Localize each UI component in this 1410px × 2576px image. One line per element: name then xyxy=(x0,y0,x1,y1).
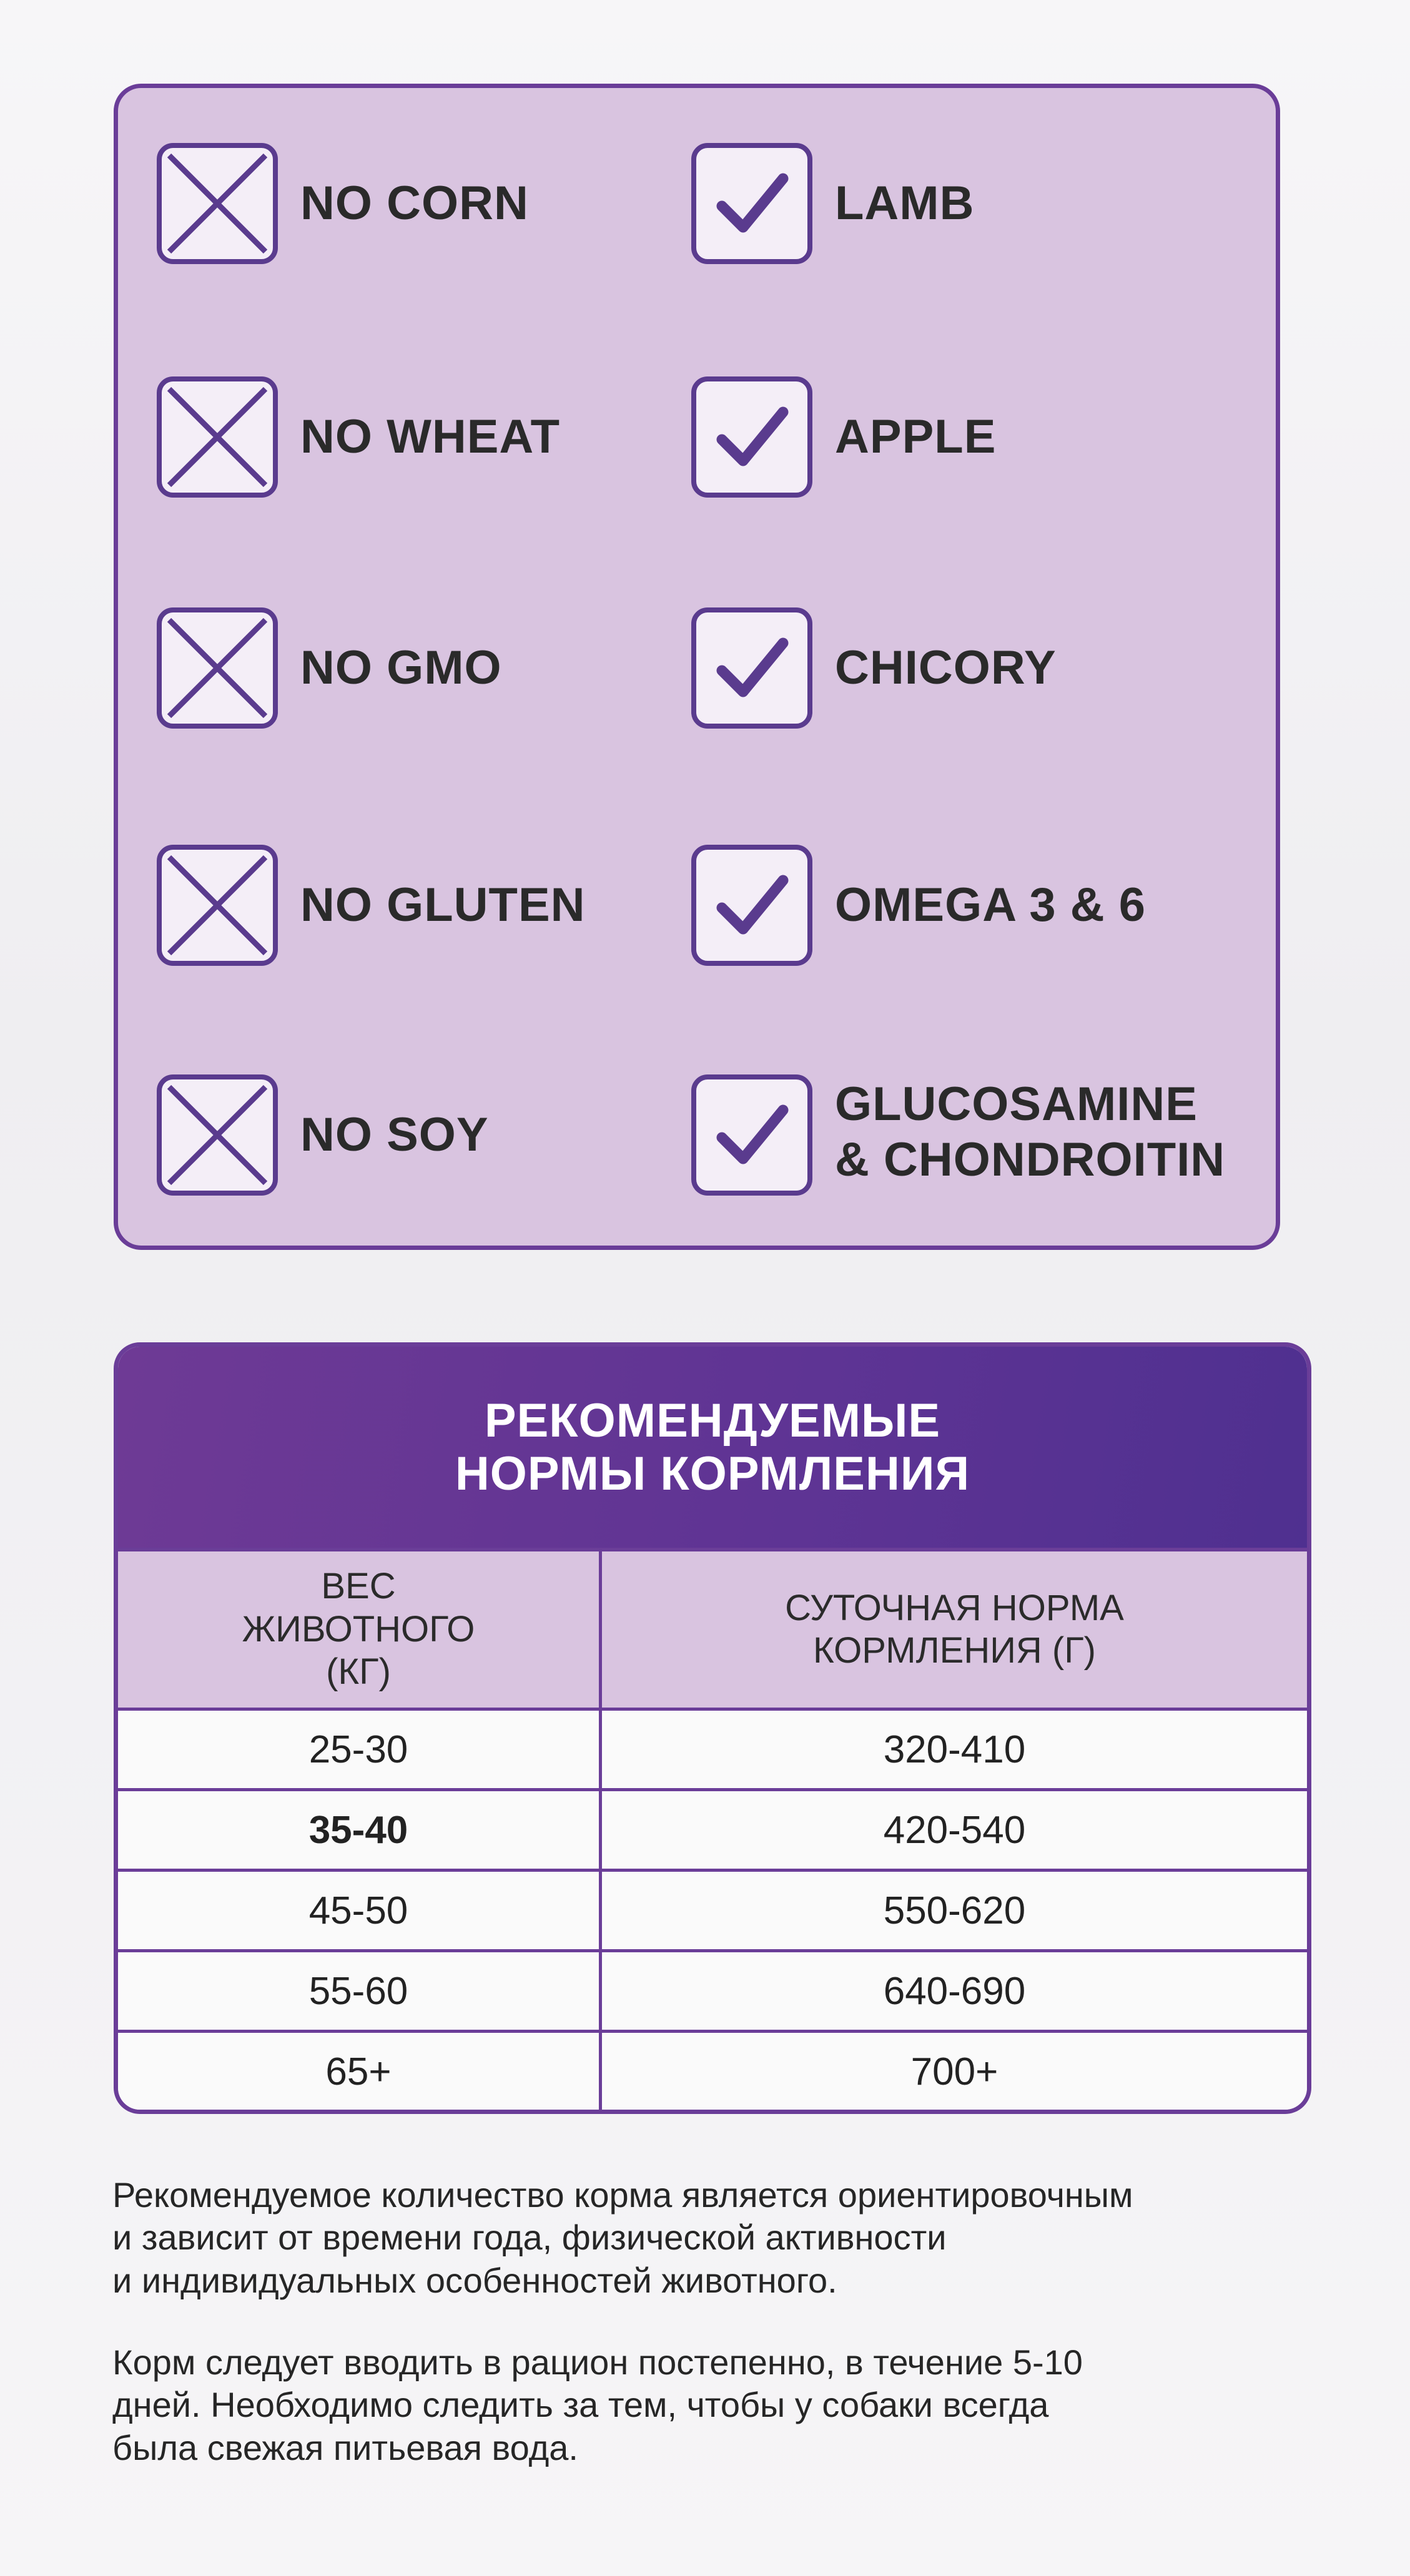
cell-norm: 320-410 xyxy=(883,1728,1026,1771)
table-row xyxy=(118,2030,1307,2110)
cell-weight: 45-50 xyxy=(118,1872,602,1949)
note-line: и индивидуальных особенностей животного. xyxy=(112,2260,837,2300)
feature-label xyxy=(835,1077,1225,1188)
cross-box-icon xyxy=(157,845,278,966)
introduction-note xyxy=(112,2341,1336,2469)
feature-label: LAMB xyxy=(835,176,975,230)
feature-label-line1: GLUCOSAMINE xyxy=(835,1078,1198,1131)
note-line: была свежая питьевая вода. xyxy=(112,2427,578,2467)
feature-no-gmo xyxy=(157,607,502,729)
check-box-icon xyxy=(691,143,812,264)
feature-no-corn xyxy=(157,143,529,264)
cell-norm: 640-690 xyxy=(883,1969,1026,2013)
table-row xyxy=(118,1949,1307,2030)
column-header-weight xyxy=(118,1551,602,1708)
table-column-headers xyxy=(118,1548,1307,1708)
feature-omega xyxy=(691,845,1146,966)
feature-apple xyxy=(691,376,996,498)
cell-norm: 700+ xyxy=(910,2050,998,2093)
cell-norm: 420-540 xyxy=(883,1808,1026,1852)
feature-no-soy xyxy=(157,1074,489,1196)
table-row xyxy=(118,1708,1307,1788)
cross-box-icon xyxy=(157,143,278,264)
column-header-norm xyxy=(602,1551,1307,1708)
feeding-note xyxy=(112,2174,1336,2302)
note-line: Рекомендуемое количество корма является ориентировочным xyxy=(112,2175,1133,2215)
cell-weight: 65+ xyxy=(118,2033,602,2110)
feature-no-gluten xyxy=(157,845,586,966)
note-line: дней. Необходимо следить за тем, чтобы у собаки всегда xyxy=(112,2385,1049,2425)
feature-label: APPLE xyxy=(835,410,997,463)
cell-norm: 550-620 xyxy=(883,1889,1026,1932)
table-title-line1: РЕКОМЕНДУЕМЫЕ xyxy=(484,1394,941,1447)
feature-no-wheat xyxy=(157,376,560,498)
feature-lamb xyxy=(691,143,975,264)
feature-label: NO WHEAT xyxy=(300,410,561,463)
cell-weight: 35-40 xyxy=(118,1791,602,1869)
feature-label: NO CORN xyxy=(300,176,529,230)
column-header-weight-text: ВЕС ЖИВОТНОГО (КГ) xyxy=(242,1566,475,1693)
column-header-norm-text: СУТОЧНАЯ НОРМА КОРМЛЕНИЯ (Г) xyxy=(785,1587,1124,1671)
check-box-icon xyxy=(691,376,812,498)
feature-label: NO GMO xyxy=(300,641,502,694)
cell-weight: 25-30 xyxy=(118,1711,602,1788)
note-line: и зависит от времени года, физической активности xyxy=(112,2218,947,2258)
feature-label-line2: & CHONDROITIN xyxy=(835,1133,1226,1186)
note-line: Корм следует вводить в рацион постепенно, в течение 5-10 xyxy=(112,2342,1083,2382)
features-panel xyxy=(114,84,1280,1250)
feature-label: CHICORY xyxy=(835,641,1057,694)
feeding-table xyxy=(114,1342,1311,2114)
cross-box-icon xyxy=(157,1074,278,1196)
feature-label: OMEGA 3 & 6 xyxy=(835,878,1146,932)
table-row xyxy=(118,1869,1307,1949)
check-box-icon xyxy=(691,845,812,966)
table-body xyxy=(118,1708,1307,2110)
cell-weight: 55-60 xyxy=(118,1952,602,2030)
table-title xyxy=(118,1347,1307,1548)
feature-label: NO GLUTEN xyxy=(300,878,586,932)
feature-glucosamine xyxy=(691,1074,1225,1196)
feature-label: NO SOY xyxy=(300,1108,489,1161)
table-title-line2: НОРМЫ КОРМЛЕНИЯ xyxy=(455,1447,970,1500)
check-box-icon xyxy=(691,607,812,729)
check-box-icon xyxy=(691,1074,812,1196)
cross-box-icon xyxy=(157,376,278,498)
table-row xyxy=(118,1788,1307,1869)
cross-box-icon xyxy=(157,607,278,729)
feature-chicory xyxy=(691,607,1057,729)
